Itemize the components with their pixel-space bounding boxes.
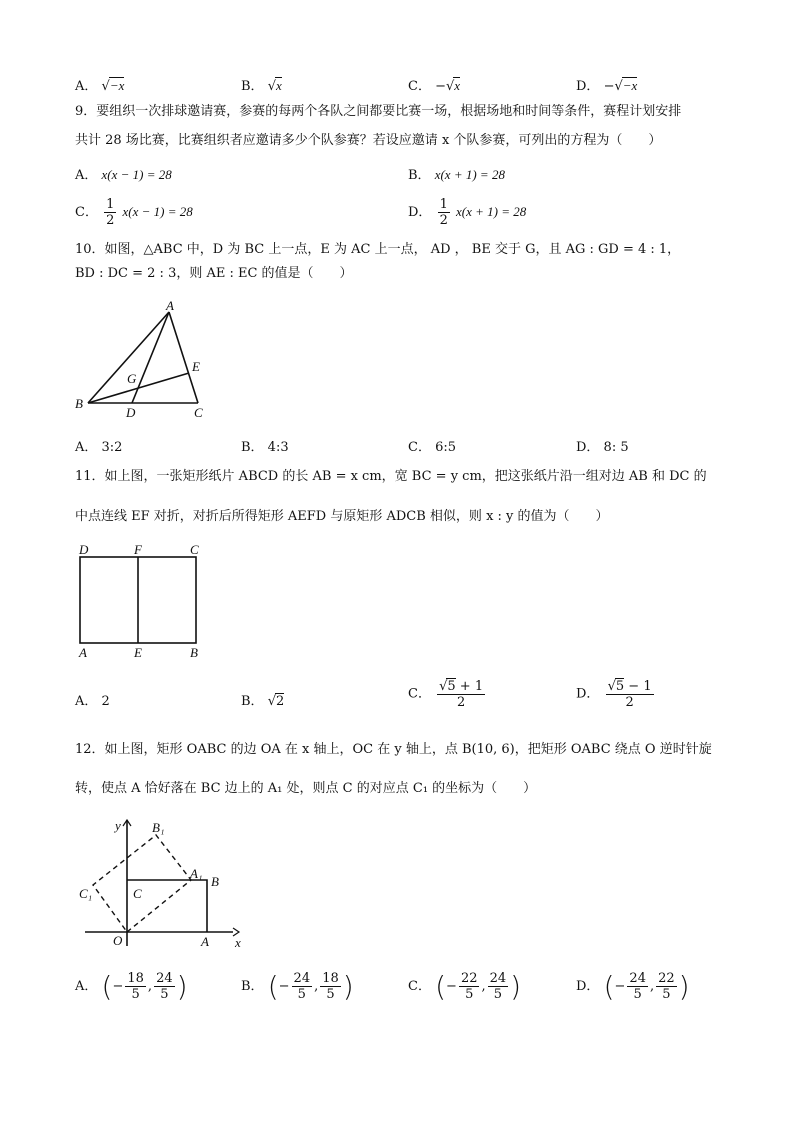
q12-option-b[interactable]: B． (− $\frac{24}{5}$ , $\frac{18}{5}$ ) (241, 970, 354, 1003)
q10-stem-line1: 10．如图，△ABC 中，D 为 BC 上一点，E 为 AC 上一点， AD ， BE 交于 G，且 AG : GD = 4 : 1， (75, 242, 681, 257)
q8-option-d[interactable]: D． −√−x (576, 78, 638, 94)
label-d: D (79, 542, 89, 557)
q9-option-b[interactable]: B． x(x + 1) = 28 (408, 167, 505, 183)
rotation-figure (75, 812, 255, 952)
triangle-figure (70, 295, 230, 425)
q12-stem-line2: 转，使点 A 恰好落在 BC 边上的 A₁ 处，则点 C 的对应点 C₁ 的坐标为（ ） (75, 781, 537, 796)
label-c: C (190, 542, 199, 557)
q9-option-a[interactable]: A． x(x − 1) = 28 (75, 167, 172, 183)
label-y: y (115, 818, 121, 833)
q9-option-c[interactable]: C． $\frac{1}{2}$ x(x − 1) = 28 (75, 197, 193, 228)
label-c: C (194, 405, 203, 420)
label-b1: B₁ (152, 820, 165, 835)
q10-option-c[interactable]: C． 6:5 (408, 440, 457, 455)
rotated-rectangle (93, 835, 191, 932)
label-c1: C₁ (79, 886, 93, 901)
q8-option-c[interactable]: C． −√x (408, 78, 461, 94)
q12-option-a[interactable]: A． (− $\frac{18}{5}$ , $\frac{24}{5}$ ) (75, 970, 188, 1003)
segment-be (88, 373, 189, 403)
label-a: A (79, 645, 87, 660)
q10-option-d[interactable]: D． 8: 5 (576, 440, 629, 455)
segment-ad (132, 312, 169, 403)
label-a: A (166, 298, 174, 313)
q10-option-b[interactable]: B． 4:3 (241, 440, 289, 455)
q12-stem-line1: 12．如上图，矩形 OABC 的边 OA 在 x 轴上，OC 在 y 轴上，点 B(10, 6)，把矩形 OABC 绕点 O 逆时针旋 (75, 742, 712, 757)
q11-option-c[interactable]: C． $\frac{√5 + 1}{2}$ (408, 679, 484, 710)
side-ac (169, 312, 198, 403)
q12-option-c[interactable]: C． (− $\frac{22}{5}$ , $\frac{24}{5}$ ) (408, 970, 522, 1003)
q8-option-b[interactable]: B． √x (241, 78, 282, 94)
q11-option-b[interactable]: B． √2 (241, 694, 285, 709)
label-c: C (133, 886, 142, 901)
side-ab (88, 312, 169, 403)
rectangle-figure (70, 540, 220, 665)
q10-option-a[interactable]: A． 3:2 (75, 440, 123, 455)
label-e: E (192, 359, 200, 374)
q11-option-a[interactable]: A． 2 (75, 694, 110, 709)
q9-stem-line1: 9．要组织一次排球邀请赛，参赛的每两个各队之间都要比赛一场，根据场地和时间等条件，赛程计划安排 (75, 104, 682, 119)
label-g: G (127, 371, 137, 386)
q9-option-d[interactable]: D． $\frac{1}{2}$ x(x + 1) = 28 (408, 197, 527, 228)
q11-stem-line1: 11．如上图，一张矩形纸片 ABCD 的长 AB = x cm，宽 BC = y cm，把这张纸片沿一组对边 AB 和 DC 的 (75, 469, 707, 484)
label-b: B (190, 645, 198, 660)
label-e: E (134, 645, 142, 660)
q11-stem-line2: 中点连线 EF 对折，对折后所得矩形 AEFD 与原矩形 ADCB 相似，则 x : y 的值为（ ） (75, 509, 609, 524)
q8-option-a[interactable]: A． √−x (75, 78, 125, 94)
q10-stem-line2: BD : DC = 2 : 3，则 AE : EC 的值是（ ） (75, 266, 353, 281)
q11-option-d[interactable]: D． $\frac{√5 - 1}{2}$ (576, 679, 652, 710)
label-a1: A₁ (190, 866, 203, 881)
label-b: B (75, 396, 83, 411)
label-b: B (211, 874, 219, 889)
q9-stem-line2: 共计 28 场比赛，比赛组织者应邀请多少个队参赛？若设应邀请 x 个队参赛，可列出的方程为（ ） (75, 133, 662, 148)
label-o: O (113, 933, 123, 948)
q12-option-d[interactable]: D． (− $\frac{24}{5}$ , $\frac{22}{5}$ ) (576, 970, 690, 1003)
label-x: x (235, 935, 241, 950)
label-f: F (134, 542, 142, 557)
label-d: D (126, 405, 136, 420)
label-a: A (201, 934, 209, 949)
